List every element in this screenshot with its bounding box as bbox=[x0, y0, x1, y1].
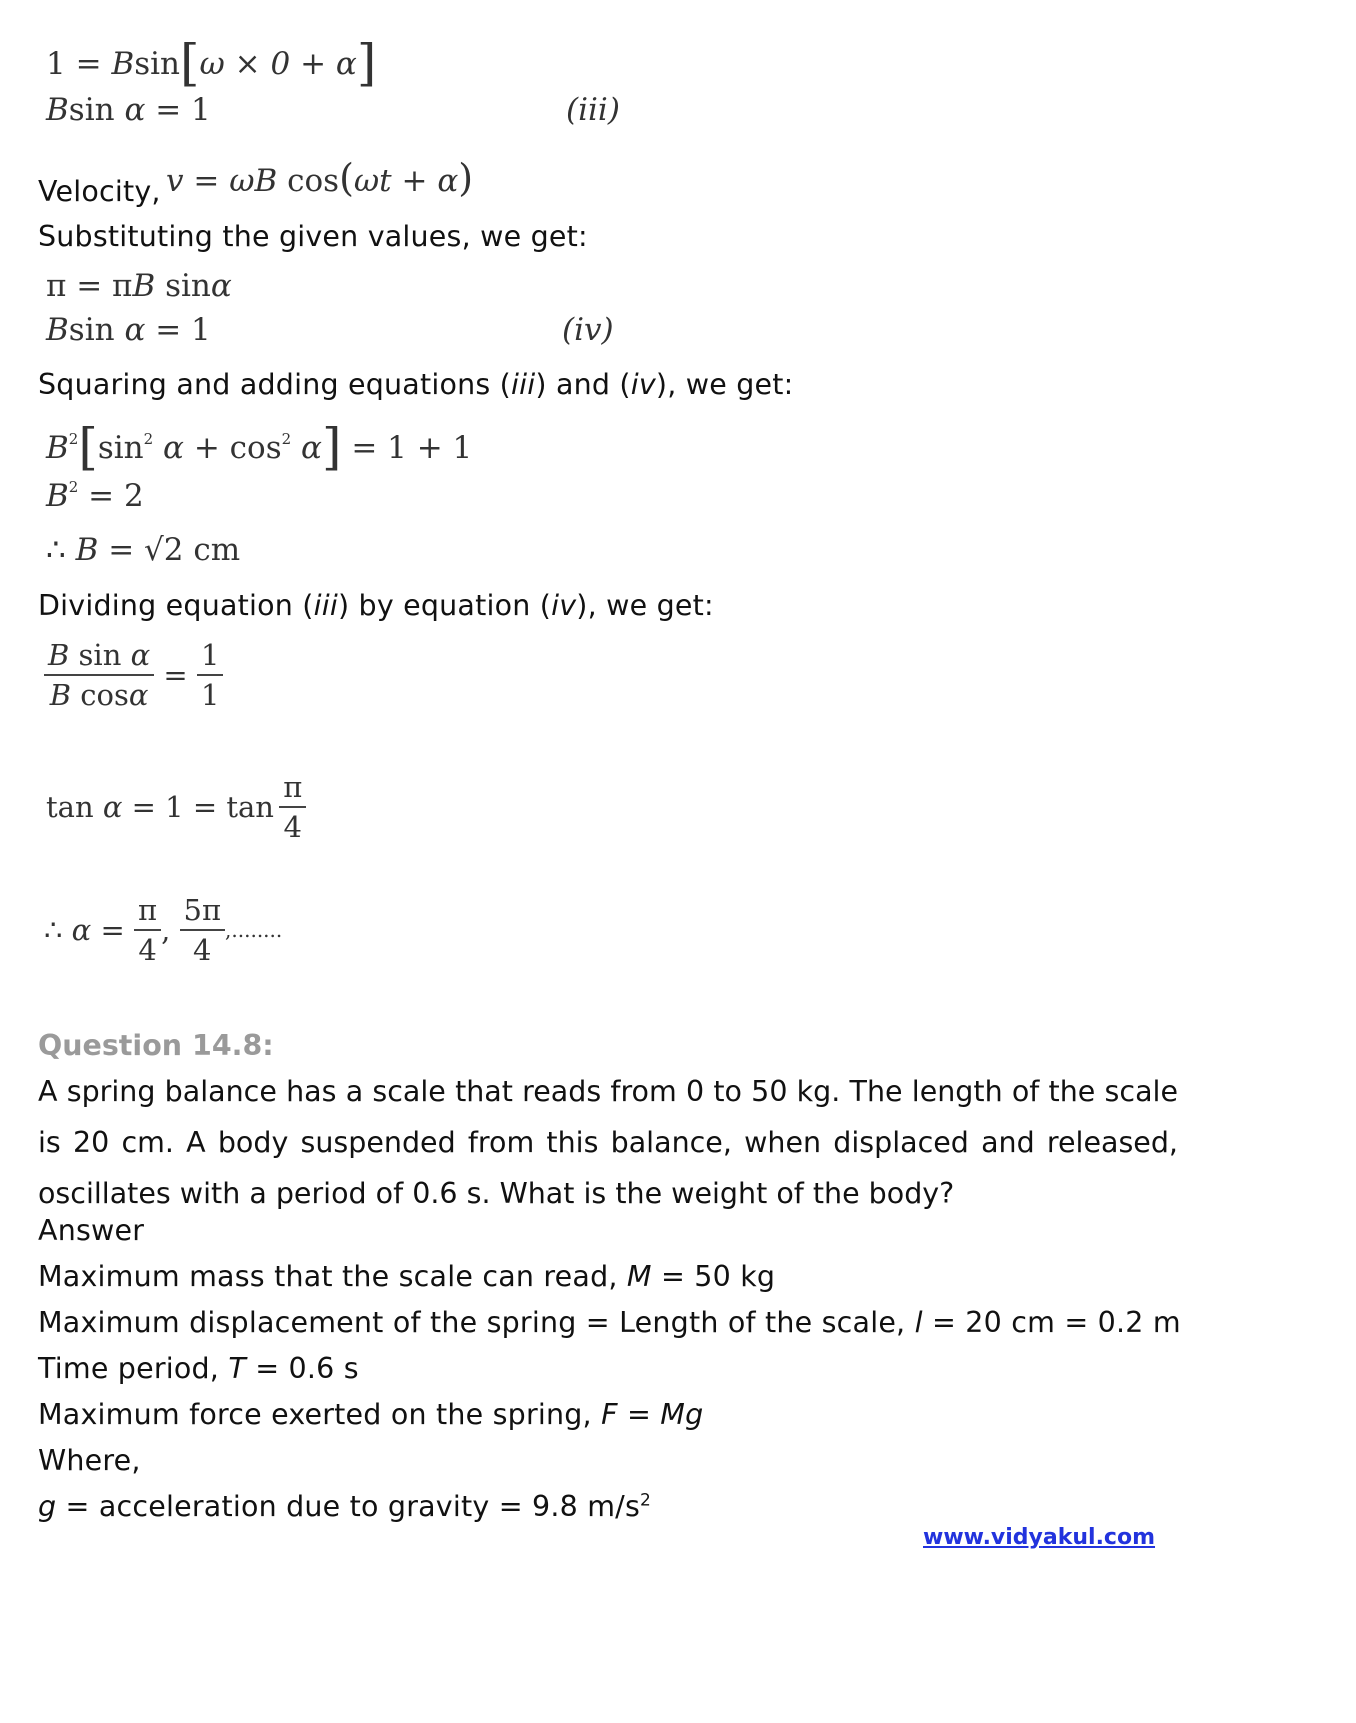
fraction-pi-over-four: $\frac{\pi}{4}$ bbox=[279, 770, 306, 844]
substituting-text: Substituting the given values, we get: bbox=[38, 220, 588, 253]
answer-line-max-mass: Maximum mass that the scale can read, M = 50 kg bbox=[38, 1260, 776, 1293]
fraction-alpha-first: $\frac{\pi}{4}$ bbox=[134, 893, 161, 967]
equation-pi: π = πB sinα bbox=[46, 268, 232, 304]
footer-website-link[interactable]: www.vidyakul.com bbox=[923, 1525, 1156, 1550]
fraction-one-over-one: $\frac{1}{1}$ bbox=[197, 638, 223, 712]
fraction-alpha-second: $\frac{5\pi}{4}$ bbox=[180, 893, 226, 967]
answer-line-gravity: g = acceleration due to gravity = 9.8 $m/s^2$ bbox=[38, 1490, 652, 1523]
fraction-sin-over-cos: $\frac{\text{B sin α}}{\text{B cosα}}$ bbox=[44, 638, 154, 712]
equation-label-iv: (iv) bbox=[562, 312, 614, 348]
dividing-text: Dividing equation (iii) by equation (iv), we get: bbox=[38, 589, 714, 622]
equation-b-squared: $B^2 = 2$ bbox=[46, 478, 144, 514]
equation-division: $\frac{\text{B sin α}}{\text{B cosα}}$ = $\frac{1}{1}$ bbox=[44, 638, 223, 712]
equation-iv: Bsin α = 1 bbox=[46, 312, 211, 348]
equation-alpha-values: ∴ α = $\frac{\pi}{4}$ , $\frac{5\pi}{4}$ ,........ bbox=[44, 893, 283, 967]
equation-squared-sum: $B^2[\sin^2$ $\alpha + \cos^2 \alpha] = 1 + 1$ bbox=[46, 418, 473, 476]
answer-line-time-period: Time period, T = 0.6 s bbox=[38, 1352, 359, 1385]
answer-label: Answer bbox=[38, 1214, 145, 1247]
equation-iii: Bsin α = 1 bbox=[46, 92, 211, 128]
answer-line-max-force: Maximum force exerted on the spring, F = Mg bbox=[38, 1398, 704, 1431]
answer-line-max-displacement: Maximum displacement of the spring = Length of the scale, l = 20 cm = 0.2 m bbox=[38, 1306, 1181, 1339]
equation-b-value: ∴ B = √2 cm bbox=[46, 532, 241, 568]
question-title: Question 14.8: bbox=[38, 1029, 274, 1062]
equation-label-iii: (iii) bbox=[566, 92, 620, 128]
velocity-label: Velocity, bbox=[38, 175, 161, 208]
equation-tan: tan α = 1 = tan $\frac{\pi}{4}$ bbox=[46, 770, 306, 844]
equation-initial-condition: 1 = Bsin[ω × 0 + α] bbox=[46, 34, 377, 92]
question-body: A spring balance has a scale that reads from 0 to 50 kg. The length of the scale is 20 cm. A body suspended from this balance, when displaced and released, oscillates with a period of 0.6 s. What is the weight of the body? bbox=[38, 1075, 1178, 1210]
equation-velocity: v = ωB cos(ωt + α) bbox=[166, 156, 474, 200]
answer-line-where: Where, bbox=[38, 1444, 141, 1477]
squaring-text: Squaring and adding equations (iii) and (iv), we get: bbox=[38, 368, 794, 401]
